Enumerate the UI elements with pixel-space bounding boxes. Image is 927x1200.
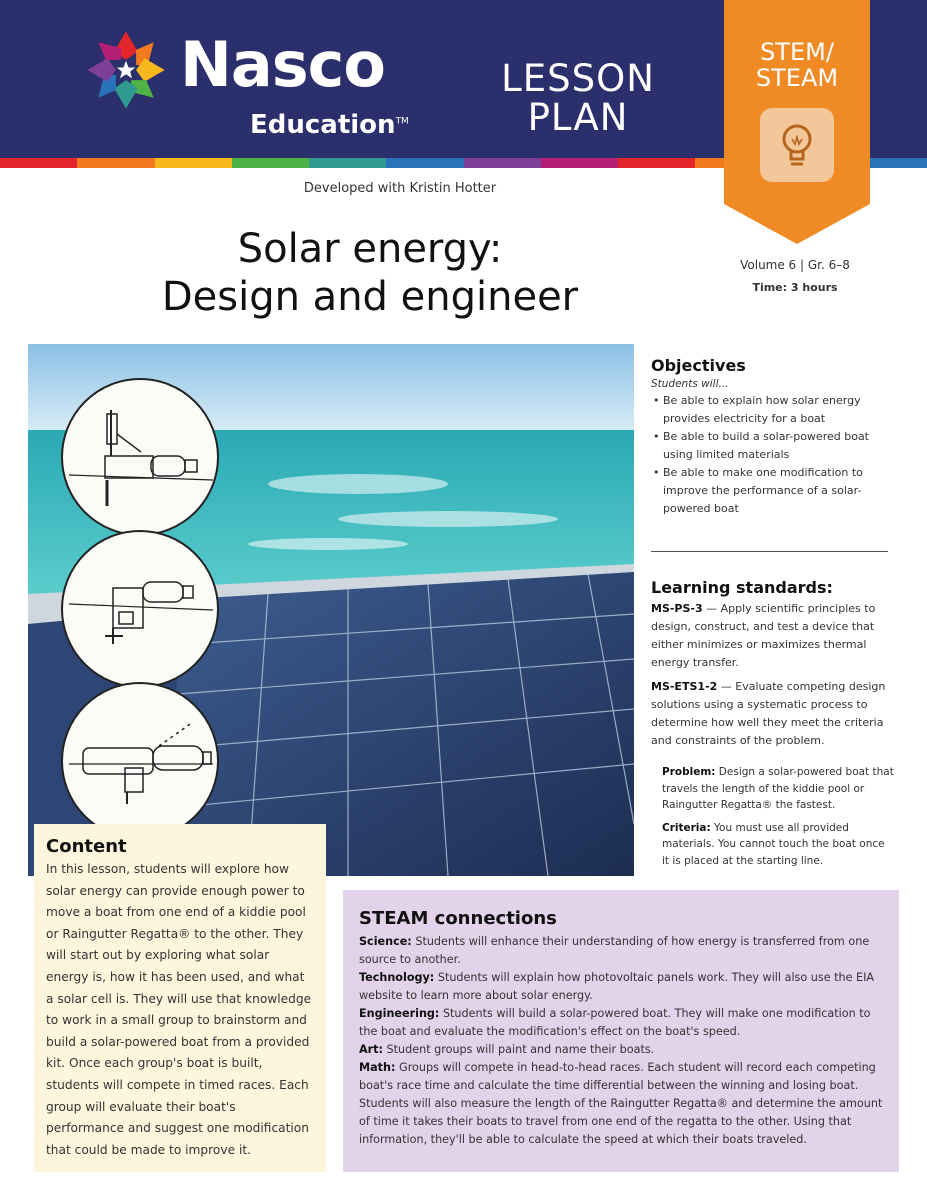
stripe-segment [464,158,541,168]
stripe-segment [0,158,77,168]
lesson-time: Time: 3 hours [752,281,838,294]
standard-item: MS-PS-3 — Apply scientific principles to design, construct, and test a device that either minimizes or maximizes thermal energy transfer. [651,602,876,669]
learning-standards-heading: Learning standards: [651,578,833,597]
stripe-segment [309,158,386,168]
stripe-segment [77,158,154,168]
learning-standards-section [651,578,899,756]
stripe-segment [541,158,618,168]
divider [651,551,888,552]
boat-diagram-1 [61,378,219,536]
stripe-segment [386,158,463,168]
content-heading: Content [46,836,127,857]
objectives-list [651,392,899,518]
list-item: • Be able to build a solar-powered boat using limited materials [651,428,899,464]
list-item: • Be able to make one modification to improve the performance of a solar-powered boat [651,464,899,518]
stripe-segment [232,158,309,168]
standard-item: MS-ETS1-2 — Evaluate competing design solutions using a systematic process to determine how well they meet the criteria and constraints of the problem. [651,680,886,747]
solar-panel-photo [28,344,634,876]
content-body: In this lesson, students will explore how solar energy can provide enough power to move a boat from one end of a kiddie pool or Raingutter Regatta® to the other. They will start out by exploring what solar energy is, how it has been used, and what a solar cell is. They will use that knowledge to work in a small group to brainstorm and build a solar-powered boat from a provided kit. Once each group's boat is built, students will compete in timed races. Each group will evaluate their boat's performance and suggest one modification that could be made to improve it. [46,862,312,1157]
steam-item-math: Math: Groups will compete in head-to-head races. Each student will record each competing boat's race time and calculate the time differential between the winning and losing boat. Students will also measure the length of the Raingutter Regatta® and determine the amount of time it takes their boats to travel from one end of the regatta to the other. Using that information, they'll be able to calculate the speed at which their boats traveled. [359,1061,883,1146]
lightbulb-icon [760,108,834,182]
nasco-logo-icon [84,28,168,112]
stripe-segment [618,158,695,168]
objectives-intro: Students will... [651,378,729,390]
steam-item-art: Art: Student groups will paint and name their boats. [359,1043,655,1056]
stripe-segment [155,158,232,168]
developed-with: Developed with Kristin Hotter [303,181,497,196]
steam-item-technology: Technology: Students will explain how photovoltaic panels work. They will also use the EIA website to learn more about solar energy. [359,971,875,1002]
list-item: • Be able to explain how solar energy provides electricity for a boat [651,392,899,428]
brand-name: Nasco [180,28,385,101]
volume-grade: Volume 6 | Gr. 6–8 [740,258,850,272]
problem-text: Problem: Design a solar-powered boat that travels the length of the kiddie pool or Raingutter Regatta® the fastest. [662,766,894,811]
objectives-heading: Objectives [651,356,746,375]
content-section [34,824,326,1172]
steam-item-science: Science: Students will enhance their understanding of how energy is transferred from one source to another. [359,935,870,966]
steam-item-engineering: Engineering: Students will build a solar-powered boat. They will make one modification to the boat and evaluate the modification's effect on the boat's speed. [359,1007,871,1038]
page-title: Solar energy: Design and engineer [161,226,579,320]
brand-subtitle: Education™ [250,110,409,140]
problem-criteria-section [662,764,894,875]
criteria-text: Criteria: You must use all provided materials. You cannot touch the boat once it is placed at the starting line. [662,821,885,867]
stem-badge-label: STEM/ STEAM [755,38,839,92]
boat-diagram-2 [61,530,219,688]
lesson-plan-label: LESSON PLAN [501,57,655,139]
objectives-section [651,356,899,518]
boat-diagram-3 [61,682,219,840]
steam-connections-section [343,890,899,1172]
steam-heading: STEAM connections [359,908,557,929]
